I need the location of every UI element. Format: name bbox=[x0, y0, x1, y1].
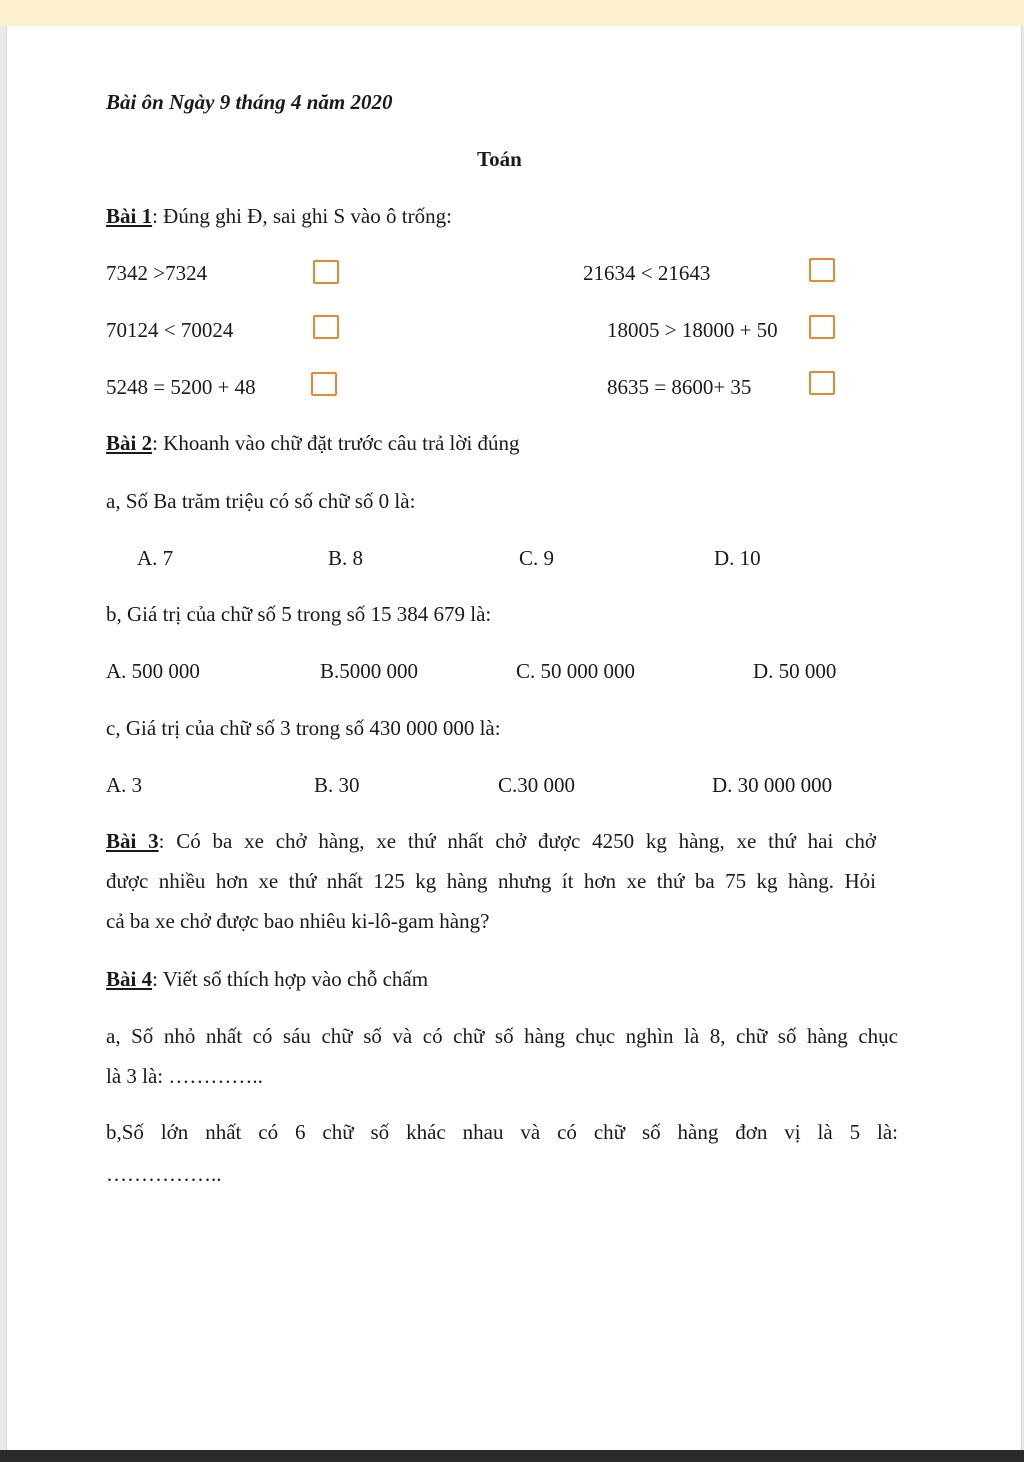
document-date: Bài ôn Ngày 9 tháng 4 năm 2020 bbox=[106, 90, 393, 114]
bai1-heading bbox=[106, 204, 452, 229]
bai1-item-4: 18005 > 18000 + 50 bbox=[607, 318, 778, 342]
answer-box-4[interactable] bbox=[809, 315, 835, 339]
bai4-b-answer-line[interactable]: …………….. bbox=[106, 1162, 222, 1186]
bai1-item-5: 5248 = 5200 + 48 bbox=[106, 375, 256, 399]
bai4-a-answer-line[interactable]: là 3 là: ………….. bbox=[106, 1064, 263, 1088]
bottom-edge bbox=[0, 1450, 1024, 1462]
bai2-b-option-c[interactable]: C. 50 000 000 bbox=[516, 659, 636, 683]
bai1-label: Bài 1 bbox=[106, 204, 153, 228]
answer-box-2[interactable] bbox=[809, 258, 835, 282]
bai4-label: Bài 4 bbox=[106, 967, 153, 991]
document-page bbox=[6, 26, 1022, 1450]
bai2-c-option-b[interactable]: B. 30 bbox=[314, 773, 360, 797]
bai1-item-1: 7342 >7324 bbox=[106, 261, 208, 285]
bai2-question-a: a, Số Ba trăm triệu có số chữ số 0 là: bbox=[106, 489, 416, 513]
bai2-label: Bài 2 bbox=[106, 431, 153, 455]
bai2-question-b: b, Giá trị của chữ số 5 trong số 15 384 679 là: bbox=[106, 602, 492, 626]
bai2-c-option-a[interactable]: A. 3 bbox=[106, 773, 143, 797]
bai1-item-2: 21634 < 21643 bbox=[583, 261, 711, 285]
bai3-line-1 bbox=[106, 821, 876, 861]
bai3-line-2: được nhiều hơn xe thứ nhất 125 kg hàng nhưng ít hơn xe thứ ba 75 kg hàng. Hỏi bbox=[106, 869, 876, 893]
bai4-instruction: : Viết số thích hợp vào chỗ chấm bbox=[152, 967, 429, 991]
bai1-item-6: 8635 = 8600+ 35 bbox=[607, 375, 752, 399]
bai3-line-1-text: : Có ba xe chở hàng, xe thứ nhất chở được 4250 kg hàng, xe thứ hai chở bbox=[158, 829, 876, 853]
subject-title: Toán bbox=[477, 147, 522, 171]
bai3-label: Bài 3 bbox=[106, 829, 159, 853]
bai2-c-option-c[interactable]: C.30 000 bbox=[498, 773, 576, 797]
answer-box-5[interactable] bbox=[311, 372, 337, 396]
bai2-a-option-a[interactable]: A. 7 bbox=[137, 546, 174, 570]
bai2-b-option-b[interactable]: B.5000 000 bbox=[320, 659, 419, 683]
bai3-line-3: cả ba xe chở được bao nhiêu ki-lô-gam hàng? bbox=[106, 909, 490, 933]
bai2-b-option-a[interactable]: A. 500 000 bbox=[106, 659, 200, 683]
bai4-a-line-1: a, Số nhỏ nhất có sáu chữ số và có chữ số hàng chục nghìn là 8, chữ số hàng chục bbox=[106, 1024, 898, 1048]
bai2-heading bbox=[106, 431, 520, 456]
answer-box-3[interactable] bbox=[313, 315, 339, 339]
bai2-a-option-b[interactable]: B. 8 bbox=[328, 546, 364, 570]
answer-box-6[interactable] bbox=[809, 371, 835, 395]
bai2-a-option-c[interactable]: C. 9 bbox=[519, 546, 555, 570]
bai2-instruction: : Khoanh vào chữ đặt trước câu trả lời đúng bbox=[152, 431, 520, 455]
bai1-item-3: 70124 < 70024 bbox=[106, 318, 234, 342]
top-strip bbox=[0, 0, 1024, 26]
bai4-heading bbox=[106, 967, 428, 992]
bai1-instruction: : Đúng ghi Đ, sai ghi S vào ô trống: bbox=[152, 204, 452, 228]
bai4-b-line-1: b,Số lớn nhất có 6 chữ số khác nhau và có chữ số hàng đơn vị là 5 là: bbox=[106, 1120, 898, 1144]
bai2-c-option-d[interactable]: D. 30 000 000 bbox=[712, 773, 833, 797]
bai2-a-option-d[interactable]: D. 10 bbox=[714, 546, 761, 570]
bai2-question-c: c, Giá trị của chữ số 3 trong số 430 000 000 là: bbox=[106, 716, 501, 740]
answer-box-1[interactable] bbox=[313, 260, 339, 284]
bai2-b-option-d[interactable]: D. 50 000 bbox=[753, 659, 837, 683]
